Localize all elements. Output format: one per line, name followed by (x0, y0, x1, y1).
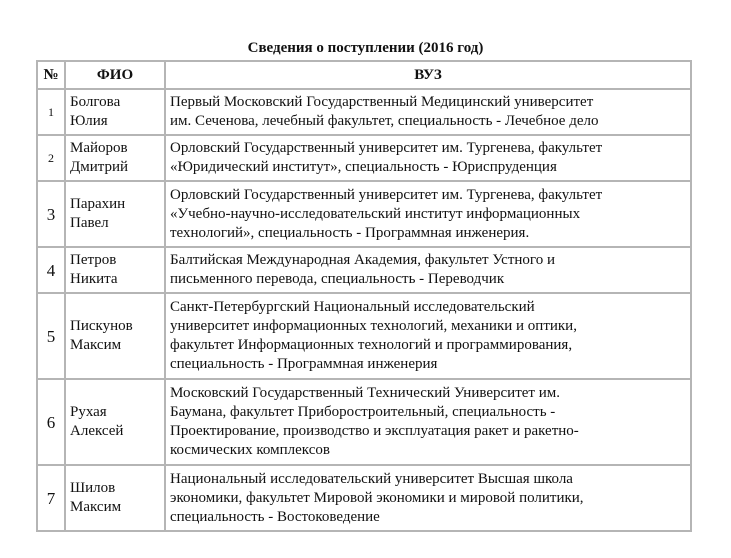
row-number: 6 (37, 379, 65, 465)
university-line: Проектирование, производство и эксплуатация ракет и ракетно- (170, 423, 579, 439)
first-name: Максим (70, 337, 122, 353)
table-row (37, 89, 691, 135)
university-line: специальность - Востоковедение (170, 508, 380, 525)
university-line: им. Сеченова, лечебный факультет, специальность - Лечебное дело (170, 113, 599, 129)
university-line: университет информационных технологий, механики и оптики, (170, 318, 577, 334)
university-line: Национальный исследовательский университет Высшая школа (170, 470, 573, 487)
surname: Пискунов (70, 318, 133, 334)
student-name (65, 181, 165, 247)
surname: Болгова (70, 94, 121, 110)
university-info (165, 465, 691, 531)
table-row (37, 247, 691, 293)
university-line: космических комплексов (170, 442, 330, 458)
row-number: 1 (37, 89, 65, 135)
university-line: факультет Информационных технологий и программирования, (170, 337, 573, 353)
university-line: Московский Государственный Технический Университет им. (170, 385, 560, 401)
surname: Петров (70, 252, 117, 268)
university-info (165, 293, 691, 379)
university-line: специальность - Программная инженерия (170, 356, 438, 372)
university-line: экономики, факультет Мировой экономики и мировой политики, (170, 489, 584, 506)
table-row (37, 181, 691, 247)
university-info (165, 89, 691, 135)
first-name: Никита (70, 271, 118, 287)
university-line: Орловский Государственный университет им. Тургенева, факультет (170, 140, 603, 156)
row-number: 3 (37, 181, 65, 247)
first-name: Павел (70, 215, 109, 231)
table-row (37, 465, 691, 531)
first-name: Дмитрий (70, 159, 129, 175)
table-row (37, 379, 691, 465)
surname: Рухая (70, 404, 107, 420)
row-number: 2 (37, 135, 65, 181)
surname: Майоров (70, 140, 128, 156)
student-name (65, 247, 165, 293)
student-name (65, 465, 165, 531)
university-info (165, 247, 691, 293)
row-number: 4 (37, 247, 65, 293)
university-line: Баумана, факультет Приборостроительный, специальность - (170, 404, 556, 420)
admissions-table (36, 60, 692, 532)
university-line: Балтийская Международная Академия, факультет Устного и (170, 252, 555, 268)
first-name: Алексей (70, 423, 124, 439)
surname: Шилов (70, 480, 116, 496)
university-line: «Учебно-научно-исследовательский институт информационных (170, 205, 581, 222)
row-number: 7 (37, 465, 65, 531)
university-line: Первый Московский Государственный Медицинский университет (170, 94, 594, 110)
table-row (37, 293, 691, 379)
first-name: Юлия (70, 113, 108, 129)
university-line: письменного перевода, специальность - Переводчик (170, 271, 505, 287)
surname: Парахин (70, 196, 126, 212)
table-row (37, 135, 691, 181)
header-num: № (37, 61, 65, 89)
row-number: 5 (37, 293, 65, 379)
university-info (165, 135, 691, 181)
university-info (165, 181, 691, 247)
header-fio: ФИО (65, 61, 165, 89)
university-line: «Юридический институт», специальность - Юриспруденция (170, 159, 557, 175)
student-name (65, 135, 165, 181)
document-title: Сведения о поступлении (2016 год) (247, 40, 484, 56)
university-line: Орловский Государственный университет им. Тургенева, факультет (170, 186, 603, 203)
student-name (65, 89, 165, 135)
university-info (165, 379, 691, 465)
first-name: Максим (70, 499, 122, 515)
university-line: Санкт-Петербургский Национальный исследовательский (170, 299, 535, 315)
student-name (65, 379, 165, 465)
header-vuz: ВУЗ (165, 61, 691, 89)
student-name (65, 293, 165, 379)
table-header-row (37, 61, 691, 89)
university-line: технологий», специальность - Программная инженерия. (170, 224, 530, 241)
